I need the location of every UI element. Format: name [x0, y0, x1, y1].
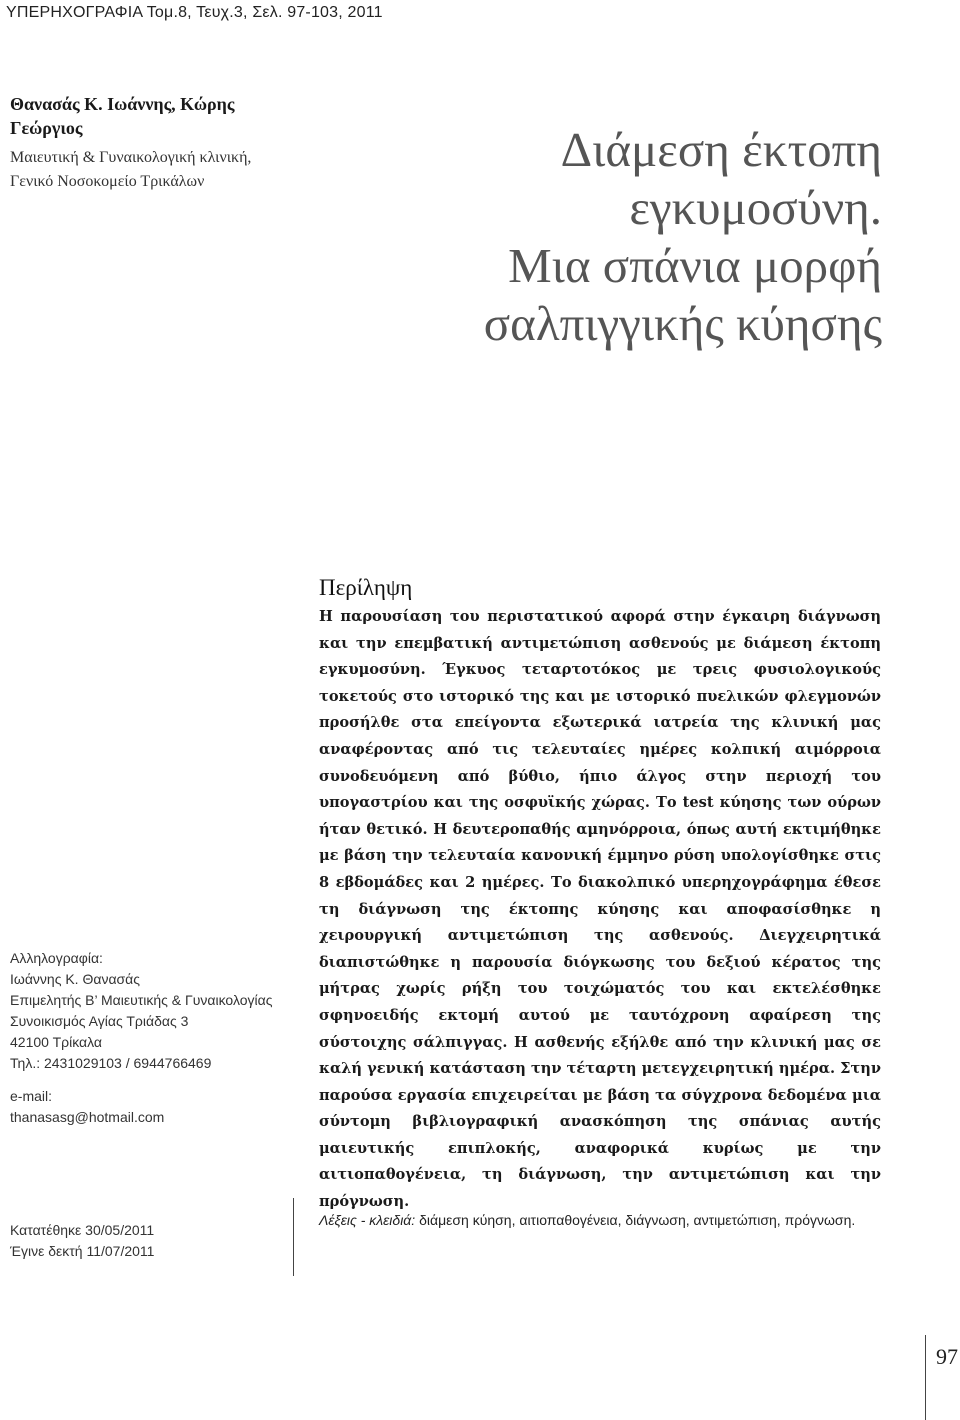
correspondence-position: Επιμελητής Β’ Μαιευτικής & Γυναικολογίας	[10, 992, 273, 1008]
submitted-date: Κατατέθηκε 30/05/2011	[10, 1222, 155, 1238]
page-number-divider	[925, 1335, 926, 1420]
title-line-1: Διάμεση έκτοπη	[560, 121, 882, 177]
abstract-heading: Περίληψη	[319, 575, 413, 600]
keywords-block	[319, 1208, 881, 1232]
affiliation-line-2: Γενικό Νοσοκομείο Τρικάλων	[10, 173, 205, 190]
correspondence-name: Ιωάννης Κ. Θανασάς	[10, 971, 141, 987]
column-divider	[293, 1198, 294, 1276]
dates-block	[10, 1220, 300, 1262]
keywords-label: Λέξεις - κλειδιά:	[319, 1212, 416, 1228]
affiliation-line-1: Μαιευτική & Γυναικολογική κλινική,	[10, 149, 252, 166]
correspondence-street: Συνοικισμός Αγίας Τριάδας 3	[10, 1013, 189, 1029]
title-line-4: σαλπιγγικής κύησης	[483, 295, 882, 351]
page-number: 97	[936, 1344, 958, 1369]
accepted-date: Έγινε δεκτή 11/07/2011	[10, 1243, 155, 1259]
correspondence-phone: Τηλ.: 2431029103 / 6944766469	[10, 1055, 212, 1071]
email-link[interactable]: thanasasg@hotmail.com	[10, 1109, 165, 1125]
article-title	[322, 121, 882, 353]
journal-header: ΥΠΕΡΗΧΟΓΡΑΦΙΑ Τομ.8, Τευχ.3, Σελ. 97-103, 2011	[6, 4, 383, 21]
title-line-2: εγκυμοσύνη.	[629, 179, 882, 235]
abstract-text: Η παρουσίαση του περιστατικού αφορά στην έγκαιρη διάγνωση και την επεμβατική αντιμετώπιση ασθενούς με διάμεση έκτοπη εγκυμοσύνη. Έγκυος τεταρτοτόκος με τρεις φυσιολογικούς τοκετούς στο ιστορικό της και με ιστορικό πυελικών φλεγμονών προσήλθε στα επείγοντα εξωτερικά ιατρεία της κλινική μας αναφέροντας από τις τελευταίες ημέρες κολπική αιμόρροια συνοδευόμενη από βύθιο, ήπιο άλγος στην περιοχή του υπογαστρίου και της οσφυϊκής χώρας. Το test κύησης των ούρων ήταν θετικό. Η δευτεροπαθής αμηνόρροια, όπως αυτή εκτιμήθηκε με βάση την τελευταία κανονική έμμηνο ρύση υπολογίσθηκε στις 8 εβδομάδες και 2 ημέρες. Το διακολπικό υπερηχογράφημα έθεσε τη διάγνωση της έκτοπης κύησης και αποφασίσθηκε η χειρουργική αντιμετώπιση της ασθενούς. Διεγχειρητικά διαπιστώθηκε η παρουσία διόγκωσης του δεξιού κέρατος της μήτρας χωρίς ρήξη του τοιχώματός του και εκτελέσθηκε σφηνοειδής εκτομή αυτού με ταυτόχρονη αφαίρεση της σύστοιχης σάλπιγγας. Η ασθενής εξήλθε από την κλινική μας σε καλή γενική κατάσταση την τέταρτη μετεγχειρητική ημέρα. Στην παρούσα εργασία επιχειρείται με βάση τα σύγχρονα δεδομένα μια σύντομη βιβλιογραφική ανασκόπηση της σπάνιας αυτής μαιευτικής επιπλοκής, αναφορικά κυρίως με την αιτιοπαθογένεια, τη διάγνωση, την αντιμετώπιση και την πρόγνωση.	[319, 608, 881, 1211]
title-line-3: Μια σπάνια μορφή	[508, 237, 882, 293]
email-label: e-mail:	[10, 1088, 53, 1104]
abstract-section	[319, 574, 881, 1216]
correspondence-city: 42100 Τρίκαλα	[10, 1034, 102, 1050]
correspondence-block	[10, 948, 300, 1128]
correspondence-label: Αλληλογραφία:	[10, 950, 103, 966]
keywords-text: διάμεση κύηση, αιτιοπαθογένεια, διάγνωση, αντιμετώπιση, πρόγνωση.	[415, 1212, 856, 1228]
author-names: Θανασάς Κ. Ιωάννης, Κώρης Γεώργιος	[10, 94, 235, 138]
authors-block	[10, 92, 300, 194]
